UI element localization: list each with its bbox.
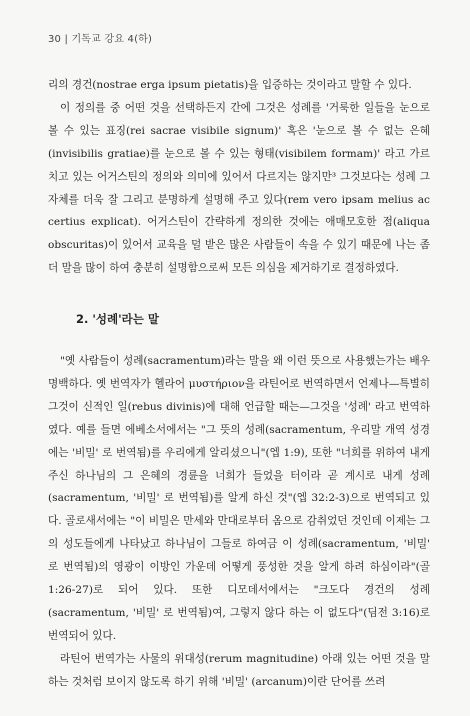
paragraph-latin-translator: 라틴어 번역가는 사물의 위대성(rerum magnitudine) 아래 있는 어떤 것을 말하는 것처럼 보이지 않도록 하기 위해 '비밀' (arcanum)이란 단어를 쓰려 [48, 652, 430, 688]
section-heading: 2. '성례'라는 말 [76, 312, 159, 326]
body-text-bottom [48, 350, 430, 694]
body-text-top [48, 74, 430, 280]
paragraph-sacramentum: "옛 사람들이 성례(sacramentum)라는 말을 왜 이런 뜻으로 사용했는가는 배우 명백하다. 옛 번역자가 헬라어 μυστήριον을 라틴어로 번역하면서 언제나—특별히 그것이 신적인 일(rebus divinis)에 대해 언급할 때는—그것을 '성례' 라고 번역하였다. 예를 들면 에베소서에서는 "그 뜻의 성례(sacramentum, 우리말 개역 성경에는 '비밀' 로 번역됨)를 우리에게 알리셨으니"(엡 1:9), 또한 "너희를 위하여 내게 주신 하나님의 그 은혜의 경륜을 너희가 들었을 터이라 곧 계시로 내게 성례(sacramentum, '비밀' 로 번역됨)를 알게 하신 것"(엡 32:2-3)으로 번역되고 있다. 골로새서에는 "이 비밀은 만세와 만대로부터 옴으로 감취었던 것인데 이제는 그의 성도들에게 나타났고 하나님이 그들로 하여금 이 성례(sacramentum, '비밀' 로 번역됨)의 영광이 이방인 가운데 어떻게 풍성한 것을 알게 하려 하심이라"(골 1:26-27)로 되어 있다. 또한 디모데서에서는 "크도다 경건의 성례(sacramentum, '비밀' 로 번역됨)여, 그렇지 않다 하는 이 없도다"(딤전 3:16)로 번역되어 있다. [48, 355, 430, 642]
paragraph-continuation: 리의 경건(nostrae erga ipsum pietatis)을 입증하는 것이라고 말할 수 있다. [48, 79, 412, 91]
running-header: 30 | 기독교 강요 4(하) [48, 34, 153, 45]
paragraph-definition: 이 정의를 중 어떤 것을 선택하든지 간에 그것은 성례를 '거룩한 일들을 눈으로 볼 수 있는 표징(rei sacrae visibile signum)' 혹은 '눈으로 볼 수 없는 은혜(invisibilis gratiae)를 눈으로 볼 수 있는 형태(visibilem formam)' 라고 가르치고 있는 어거스틴의 정의와 의미에 있어서 다르지는 않지만³ 그것보다는 성례 그 자체를 더욱 잘 그리고 분명하게 설명해 주고 있다(rem vero ipsam melius ac certius explicat). 어거스틴이 간략하게 정의한 것에는 애매모호한 점(aliqua obscuritas)이 있어서 교육을 덜 받은 많은 사람들이 속을 수 있기 때문에 나는 좀 더 말을 많이 하여 충분히 설명함으로써 모든 의심을 제거하기로 결정하였다. [48, 101, 430, 275]
